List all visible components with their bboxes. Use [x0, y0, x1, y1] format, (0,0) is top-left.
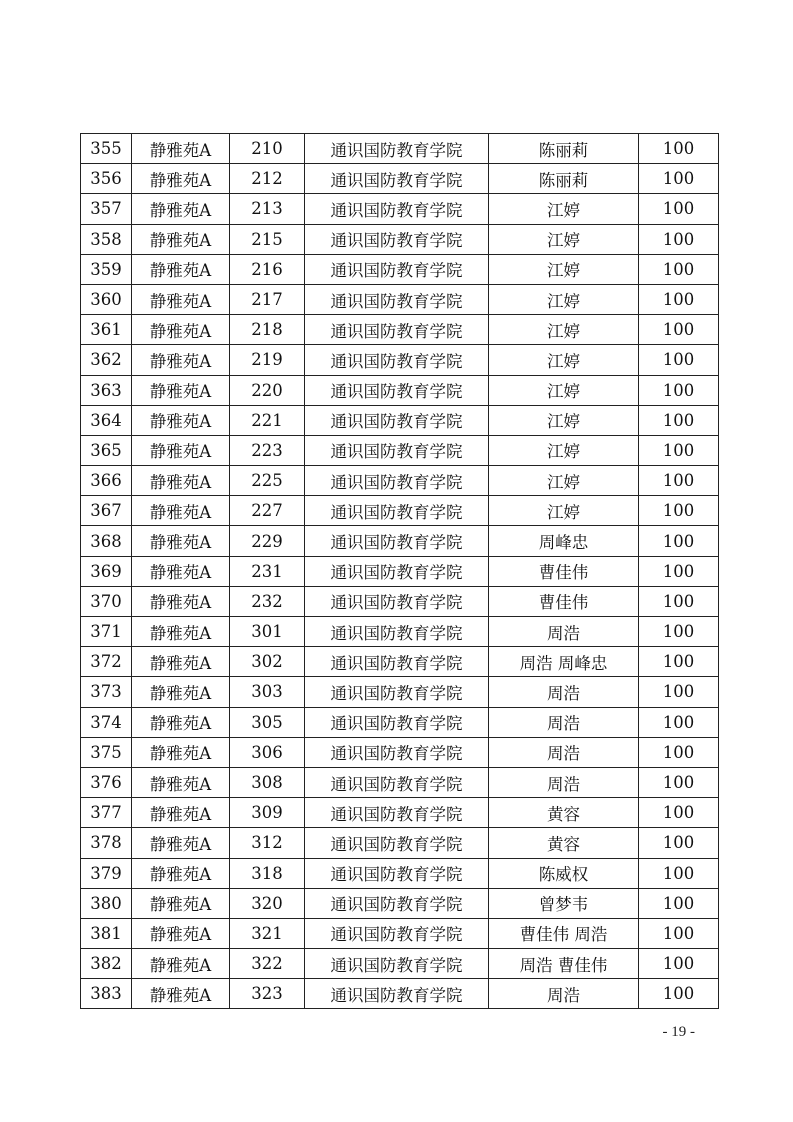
score-cell: 100: [639, 707, 719, 737]
table-row: [81, 496, 719, 526]
college-cell: 通识国防教育学院: [305, 224, 489, 254]
person-cell: 江婷: [489, 345, 639, 375]
college-cell: 通识国防教育学院: [305, 949, 489, 979]
building-cell: 静雅苑A: [132, 798, 230, 828]
building-cell: 静雅苑A: [132, 496, 230, 526]
room-cell: 212: [230, 164, 305, 194]
building-cell: 静雅苑A: [132, 918, 230, 948]
row-number-cell: 375: [81, 737, 132, 767]
score-cell: 100: [639, 466, 719, 496]
row-number-cell: 356: [81, 164, 132, 194]
score-cell: 100: [639, 979, 719, 1009]
table-row: [81, 828, 719, 858]
table-row: [81, 315, 719, 345]
building-cell: 静雅苑A: [132, 888, 230, 918]
building-cell: 静雅苑A: [132, 647, 230, 677]
score-cell: 100: [639, 375, 719, 405]
college-cell: 通识国防教育学院: [305, 798, 489, 828]
row-number-cell: 361: [81, 315, 132, 345]
score-cell: 100: [639, 284, 719, 314]
person-cell: 江婷: [489, 284, 639, 314]
building-cell: 静雅苑A: [132, 224, 230, 254]
table-row: [81, 194, 719, 224]
table-row: [81, 617, 719, 647]
table-row: [81, 254, 719, 284]
row-number-cell: 367: [81, 496, 132, 526]
page-number: - 19 -: [662, 1024, 695, 1040]
row-number-cell: 360: [81, 284, 132, 314]
college-cell: 通识国防教育学院: [305, 617, 489, 647]
college-cell: 通识国防教育学院: [305, 466, 489, 496]
table-row: [81, 949, 719, 979]
row-number-cell: 382: [81, 949, 132, 979]
building-cell: 静雅苑A: [132, 345, 230, 375]
room-cell: 216: [230, 254, 305, 284]
table-row: [81, 284, 719, 314]
building-cell: 静雅苑A: [132, 707, 230, 737]
room-cell: 318: [230, 858, 305, 888]
college-cell: 通识国防教育学院: [305, 134, 489, 164]
score-cell: 100: [639, 224, 719, 254]
score-cell: 100: [639, 798, 719, 828]
row-number-cell: 380: [81, 888, 132, 918]
building-cell: 静雅苑A: [132, 375, 230, 405]
score-cell: 100: [639, 918, 719, 948]
row-number-cell: 365: [81, 435, 132, 465]
building-cell: 静雅苑A: [132, 979, 230, 1009]
building-cell: 静雅苑A: [132, 737, 230, 767]
person-cell: 黄容: [489, 828, 639, 858]
table-row: [81, 375, 719, 405]
score-cell: 100: [639, 405, 719, 435]
person-cell: 曾梦韦: [489, 888, 639, 918]
row-number-cell: 363: [81, 375, 132, 405]
building-cell: 静雅苑A: [132, 556, 230, 586]
building-cell: 静雅苑A: [132, 949, 230, 979]
college-cell: 通识国防教育学院: [305, 194, 489, 224]
room-cell: 219: [230, 345, 305, 375]
person-cell: 黄容: [489, 798, 639, 828]
table-row: [81, 647, 719, 677]
building-cell: 静雅苑A: [132, 194, 230, 224]
room-cell: 223: [230, 435, 305, 465]
score-cell: 100: [639, 767, 719, 797]
person-cell: 江婷: [489, 194, 639, 224]
row-number-cell: 369: [81, 556, 132, 586]
table-row: [81, 888, 719, 918]
row-number-cell: 357: [81, 194, 132, 224]
building-cell: 静雅苑A: [132, 435, 230, 465]
row-number-cell: 372: [81, 647, 132, 677]
building-cell: 静雅苑A: [132, 767, 230, 797]
score-cell: 100: [639, 737, 719, 767]
score-cell: 100: [639, 617, 719, 647]
table-row: [81, 918, 719, 948]
room-cell: 309: [230, 798, 305, 828]
room-cell: 323: [230, 979, 305, 1009]
room-cell: 320: [230, 888, 305, 918]
room-cell: 308: [230, 767, 305, 797]
person-cell: 周浩 周峰忠: [489, 647, 639, 677]
table-row: [81, 798, 719, 828]
building-cell: 静雅苑A: [132, 315, 230, 345]
score-cell: 100: [639, 647, 719, 677]
score-cell: 100: [639, 496, 719, 526]
row-number-cell: 383: [81, 979, 132, 1009]
room-cell: 213: [230, 194, 305, 224]
college-cell: 通识国防教育学院: [305, 979, 489, 1009]
college-cell: 通识国防教育学院: [305, 315, 489, 345]
person-cell: 周浩: [489, 979, 639, 1009]
room-cell: 225: [230, 466, 305, 496]
building-cell: 静雅苑A: [132, 466, 230, 496]
score-cell: 100: [639, 134, 719, 164]
college-cell: 通识国防教育学院: [305, 858, 489, 888]
dormitory-score-table: [80, 133, 719, 1009]
person-cell: 陈丽莉: [489, 134, 639, 164]
score-cell: 100: [639, 828, 719, 858]
college-cell: 通识国防教育学院: [305, 345, 489, 375]
room-cell: 217: [230, 284, 305, 314]
table-row: [81, 586, 719, 616]
college-cell: 通识国防教育学院: [305, 888, 489, 918]
building-cell: 静雅苑A: [132, 828, 230, 858]
building-cell: 静雅苑A: [132, 164, 230, 194]
person-cell: 曹佳伟: [489, 556, 639, 586]
room-cell: 322: [230, 949, 305, 979]
score-cell: 100: [639, 254, 719, 284]
person-cell: 周浩: [489, 737, 639, 767]
table-row: [81, 435, 719, 465]
row-number-cell: 379: [81, 858, 132, 888]
person-cell: 江婷: [489, 496, 639, 526]
person-cell: 陈威权: [489, 858, 639, 888]
building-cell: 静雅苑A: [132, 526, 230, 556]
room-cell: 229: [230, 526, 305, 556]
table-row: [81, 405, 719, 435]
score-cell: 100: [639, 526, 719, 556]
college-cell: 通识国防教育学院: [305, 375, 489, 405]
table-row: [81, 345, 719, 375]
row-number-cell: 364: [81, 405, 132, 435]
college-cell: 通识国防教育学院: [305, 707, 489, 737]
building-cell: 静雅苑A: [132, 677, 230, 707]
row-number-cell: 366: [81, 466, 132, 496]
person-cell: 江婷: [489, 466, 639, 496]
college-cell: 通识国防教育学院: [305, 164, 489, 194]
college-cell: 通识国防教育学院: [305, 496, 489, 526]
person-cell: 周浩: [489, 617, 639, 647]
table-row: [81, 707, 719, 737]
person-cell: 周峰忠: [489, 526, 639, 556]
row-number-cell: 378: [81, 828, 132, 858]
room-cell: 227: [230, 496, 305, 526]
score-cell: 100: [639, 677, 719, 707]
building-cell: 静雅苑A: [132, 858, 230, 888]
college-cell: 通识国防教育学院: [305, 647, 489, 677]
row-number-cell: 376: [81, 767, 132, 797]
college-cell: 通识国防教育学院: [305, 828, 489, 858]
table-row: [81, 767, 719, 797]
score-cell: 100: [639, 194, 719, 224]
room-cell: 215: [230, 224, 305, 254]
row-number-cell: 355: [81, 134, 132, 164]
row-number-cell: 381: [81, 918, 132, 948]
college-cell: 通识国防教育学院: [305, 254, 489, 284]
building-cell: 静雅苑A: [132, 134, 230, 164]
person-cell: 周浩: [489, 767, 639, 797]
person-cell: 周浩 曹佳伟: [489, 949, 639, 979]
room-cell: 312: [230, 828, 305, 858]
row-number-cell: 377: [81, 798, 132, 828]
row-number-cell: 373: [81, 677, 132, 707]
table-body: [81, 134, 719, 1009]
building-cell: 静雅苑A: [132, 405, 230, 435]
room-cell: 305: [230, 707, 305, 737]
row-number-cell: 359: [81, 254, 132, 284]
room-cell: 231: [230, 556, 305, 586]
room-cell: 303: [230, 677, 305, 707]
table-row: [81, 737, 719, 767]
table-row: [81, 677, 719, 707]
score-cell: 100: [639, 315, 719, 345]
college-cell: 通识国防教育学院: [305, 435, 489, 465]
person-cell: 江婷: [489, 315, 639, 345]
college-cell: 通识国防教育学院: [305, 677, 489, 707]
table-row: [81, 526, 719, 556]
row-number-cell: 371: [81, 617, 132, 647]
room-cell: 306: [230, 737, 305, 767]
college-cell: 通识国防教育学院: [305, 526, 489, 556]
room-cell: 210: [230, 134, 305, 164]
college-cell: 通识国防教育学院: [305, 284, 489, 314]
person-cell: 江婷: [489, 435, 639, 465]
table-row: [81, 979, 719, 1009]
person-cell: 江婷: [489, 405, 639, 435]
person-cell: 曹佳伟: [489, 586, 639, 616]
row-number-cell: 370: [81, 586, 132, 616]
college-cell: 通识国防教育学院: [305, 767, 489, 797]
person-cell: 江婷: [489, 254, 639, 284]
room-cell: 221: [230, 405, 305, 435]
person-cell: 陈丽莉: [489, 164, 639, 194]
table-row: [81, 858, 719, 888]
college-cell: 通识国防教育学院: [305, 737, 489, 767]
score-cell: 100: [639, 858, 719, 888]
score-cell: 100: [639, 949, 719, 979]
college-cell: 通识国防教育学院: [305, 556, 489, 586]
row-number-cell: 368: [81, 526, 132, 556]
score-cell: 100: [639, 435, 719, 465]
building-cell: 静雅苑A: [132, 586, 230, 616]
room-cell: 302: [230, 647, 305, 677]
score-cell: 100: [639, 345, 719, 375]
row-number-cell: 362: [81, 345, 132, 375]
building-cell: 静雅苑A: [132, 284, 230, 314]
college-cell: 通识国防教育学院: [305, 586, 489, 616]
college-cell: 通识国防教育学院: [305, 405, 489, 435]
table-row: [81, 164, 719, 194]
row-number-cell: 374: [81, 707, 132, 737]
college-cell: 通识国防教育学院: [305, 918, 489, 948]
table-row: [81, 556, 719, 586]
room-cell: 321: [230, 918, 305, 948]
room-cell: 218: [230, 315, 305, 345]
room-cell: 232: [230, 586, 305, 616]
person-cell: 江婷: [489, 375, 639, 405]
building-cell: 静雅苑A: [132, 617, 230, 647]
person-cell: 周浩: [489, 707, 639, 737]
room-cell: 220: [230, 375, 305, 405]
building-cell: 静雅苑A: [132, 254, 230, 284]
score-cell: 100: [639, 888, 719, 918]
person-cell: 曹佳伟 周浩: [489, 918, 639, 948]
score-cell: 100: [639, 586, 719, 616]
score-cell: 100: [639, 556, 719, 586]
table-row: [81, 134, 719, 164]
person-cell: 周浩: [489, 677, 639, 707]
person-cell: 江婷: [489, 224, 639, 254]
room-cell: 301: [230, 617, 305, 647]
table-row: [81, 466, 719, 496]
row-number-cell: 358: [81, 224, 132, 254]
score-cell: 100: [639, 164, 719, 194]
table-row: [81, 224, 719, 254]
